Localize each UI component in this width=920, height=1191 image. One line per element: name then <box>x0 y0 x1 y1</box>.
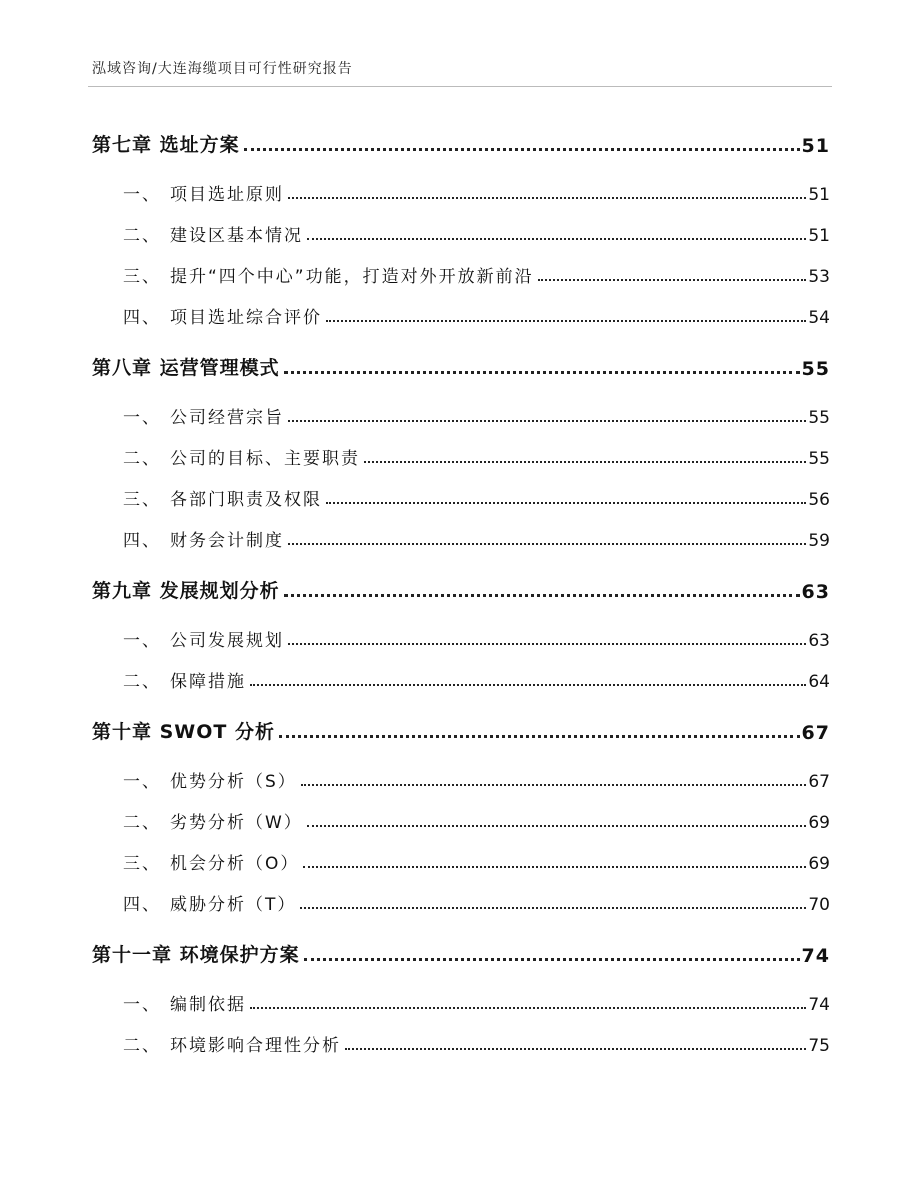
dot-leader <box>300 907 806 909</box>
section-page-number: 69 <box>808 813 830 833</box>
dot-leader <box>279 735 800 738</box>
dot-leader <box>303 866 806 868</box>
section-number: 四、 <box>123 308 161 328</box>
section-page-number: 70 <box>808 895 830 915</box>
dot-leader <box>284 371 800 374</box>
section-number: 三、 <box>123 267 161 287</box>
section-page-number: 69 <box>808 854 830 874</box>
section-number: 三、 <box>123 490 161 510</box>
section-title: 保障措施 <box>170 672 246 692</box>
section-number: 一、 <box>123 185 161 205</box>
toc-section[interactable] <box>92 833 830 874</box>
dot-leader <box>307 238 806 240</box>
toc-section[interactable] <box>92 1015 830 1056</box>
dot-leader <box>250 1007 806 1009</box>
section-title: 各部门职责及权限 <box>170 490 322 510</box>
section-title: 编制依据 <box>170 995 246 1015</box>
section-title: 公司的目标、主要职责 <box>170 449 360 469</box>
section-number: 二、 <box>123 1036 161 1056</box>
section-page-number: 67 <box>808 772 830 792</box>
section-page-number: 63 <box>808 631 830 651</box>
dot-leader <box>288 543 806 545</box>
dot-leader <box>345 1048 806 1050</box>
section-page-number: 54 <box>808 308 830 328</box>
dot-leader <box>307 825 807 827</box>
chapter-title: 第八章 运营管理模式 <box>92 357 280 379</box>
dot-leader <box>288 197 806 199</box>
section-title: 提升“四个中心”功能，打造对外开放新前沿 <box>170 267 534 287</box>
toc-section[interactable] <box>92 246 830 287</box>
section-number: 三、 <box>123 854 161 874</box>
toc-section[interactable] <box>92 510 830 551</box>
section-number: 二、 <box>123 226 161 246</box>
section-page-number: 55 <box>808 449 830 469</box>
dot-leader <box>364 461 806 463</box>
section-number: 一、 <box>123 995 161 1015</box>
section-page-number: 75 <box>808 1036 830 1056</box>
toc-section[interactable] <box>92 974 830 1015</box>
dot-leader <box>288 420 806 422</box>
header-rule <box>88 86 832 87</box>
toc-section[interactable] <box>92 651 830 692</box>
section-title: 威胁分析（T） <box>170 895 297 915</box>
section-number: 四、 <box>123 531 161 551</box>
dot-leader <box>538 279 807 281</box>
section-title: 环境影响合理性分析 <box>170 1036 341 1056</box>
dot-leader <box>284 594 800 597</box>
toc-chapter-10[interactable] <box>92 705 830 744</box>
dot-leader <box>288 643 806 645</box>
chapter-title: 第十章 SWOT 分析 <box>92 721 275 743</box>
chapter-page-number: 51 <box>801 135 830 157</box>
section-title: 建设区基本情况 <box>170 226 303 246</box>
chapter-page-number: 74 <box>801 945 830 967</box>
toc-section[interactable] <box>92 610 830 651</box>
section-page-number: 74 <box>808 995 830 1015</box>
running-header: 泓域咨询/大连海缆项目可行性研究报告 <box>92 61 353 77</box>
section-number: 四、 <box>123 895 161 915</box>
section-title: 劣势分析（W） <box>170 813 303 833</box>
section-title: 项目选址综合评价 <box>170 308 322 328</box>
section-page-number: 59 <box>808 531 830 551</box>
chapter-page-number: 67 <box>801 722 830 744</box>
section-page-number: 51 <box>808 226 830 246</box>
chapter-page-number: 63 <box>801 581 830 603</box>
section-title: 优势分析（S） <box>170 772 297 792</box>
toc-section[interactable] <box>92 164 830 205</box>
section-page-number: 53 <box>808 267 830 287</box>
section-page-number: 51 <box>808 185 830 205</box>
section-page-number: 64 <box>808 672 830 692</box>
toc-chapter-8[interactable] <box>92 341 830 380</box>
section-title: 公司发展规划 <box>170 631 284 651</box>
section-number: 二、 <box>123 672 161 692</box>
dot-leader <box>326 502 806 504</box>
chapter-title: 第十一章 环境保护方案 <box>92 944 300 966</box>
toc-section[interactable] <box>92 205 830 246</box>
toc-section[interactable] <box>92 874 830 915</box>
section-title: 项目选址原则 <box>170 185 284 205</box>
section-title: 财务会计制度 <box>170 531 284 551</box>
section-number: 二、 <box>123 813 161 833</box>
toc-chapter-7[interactable] <box>92 118 830 157</box>
toc-section[interactable] <box>92 469 830 510</box>
section-title: 公司经营宗旨 <box>170 408 284 428</box>
toc-section[interactable] <box>92 428 830 469</box>
toc-section[interactable] <box>92 387 830 428</box>
chapter-title: 第九章 发展规划分析 <box>92 580 280 602</box>
section-number: 二、 <box>123 449 161 469</box>
dot-leader <box>244 148 800 151</box>
section-page-number: 55 <box>808 408 830 428</box>
section-title: 机会分析（O） <box>170 854 300 874</box>
toc-section[interactable] <box>92 287 830 328</box>
toc-section[interactable] <box>92 751 830 792</box>
toc-section[interactable] <box>92 792 830 833</box>
section-number: 一、 <box>123 631 161 651</box>
toc-chapter-9[interactable] <box>92 564 830 603</box>
chapter-page-number: 55 <box>801 358 830 380</box>
dot-leader <box>326 320 806 322</box>
dot-leader <box>304 958 800 961</box>
section-number: 一、 <box>123 408 161 428</box>
toc-chapter-11[interactable] <box>92 928 830 967</box>
table-of-contents <box>92 118 830 1056</box>
chapter-title: 第七章 选址方案 <box>92 134 240 156</box>
dot-leader <box>250 684 806 686</box>
section-number: 一、 <box>123 772 161 792</box>
section-page-number: 56 <box>808 490 830 510</box>
dot-leader <box>301 784 807 786</box>
